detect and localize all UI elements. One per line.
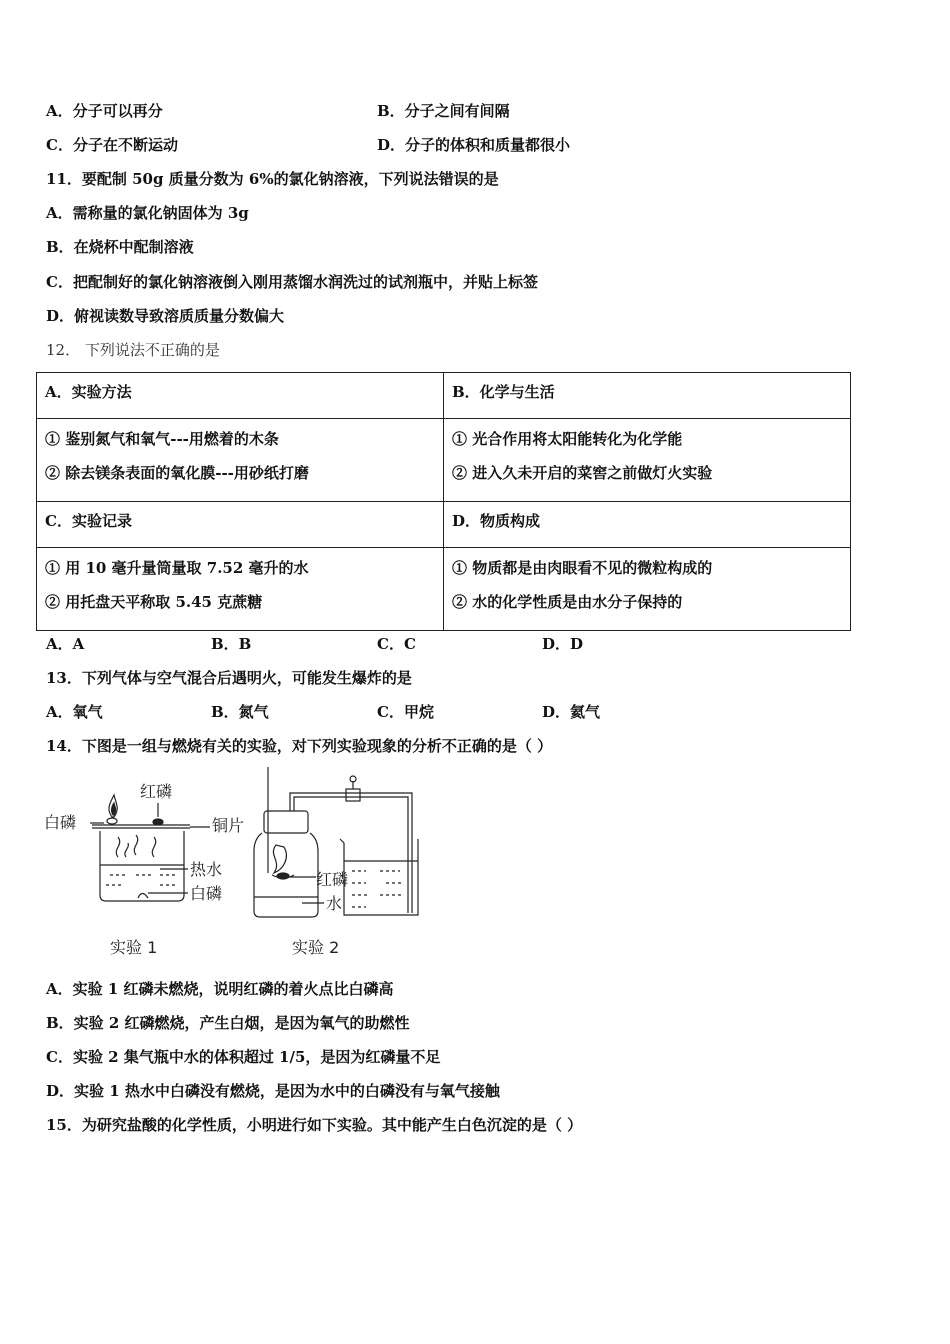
q14-option-a: A．实验 1 红磷未燃烧，说明红磷的着火点比白磷高 bbox=[46, 980, 394, 998]
q12-c-item2: ② 用托盘天平称取 5.45 克蔗糖 bbox=[45, 593, 263, 611]
q15-stem: 15．为研究盐酸的化学性质，小明进行如下实验。其中能产生白色沉淀的是（ ） bbox=[46, 1116, 583, 1134]
white-smoke bbox=[273, 845, 286, 873]
q12-option-a: A．A bbox=[46, 635, 85, 653]
q12-c-cell bbox=[37, 548, 444, 631]
q12-b-cell bbox=[444, 419, 851, 502]
q11-stem: 11．要配制 50g 质量分数为 6%的氯化钠溶液，下列说法错误的是 bbox=[46, 170, 499, 188]
q12-d-header: D．物质构成 bbox=[444, 502, 851, 548]
label-white-phosphorus-bottom: 白磷 bbox=[190, 884, 223, 903]
red-phosphorus bbox=[153, 819, 163, 825]
label-white-phosphorus-top: 白磷 bbox=[44, 813, 77, 832]
q11-option-b: B．在烧杯中配制溶液 bbox=[46, 238, 194, 256]
white-phosphorus-burning bbox=[107, 818, 117, 824]
label-hot-water: 热水 bbox=[190, 860, 223, 879]
beaker-2 bbox=[340, 839, 418, 915]
q12-a-header: A．实验方法 bbox=[37, 373, 444, 419]
q12-b-item2: ② 进入久未开启的菜窖之前做灯火实验 bbox=[452, 464, 713, 482]
white-phosphorus-underwater bbox=[138, 894, 148, 899]
q12-a-item1: ① 鉴别氮气和氧气---用燃着的木条 bbox=[45, 430, 279, 448]
q14-option-d: D．实验 1 热水中白磷没有燃烧，是因为水中的白磷没有与氧气接触 bbox=[46, 1082, 500, 1100]
q12-b-header: B．化学与生活 bbox=[444, 373, 851, 419]
q11-option-c: C．把配制好的氯化钠溶液倒入刚用蒸馏水润洗过的试剂瓶中，并贴上标签 bbox=[46, 273, 538, 291]
stopper bbox=[264, 811, 308, 833]
clamp bbox=[346, 789, 360, 801]
q13-stem: 13．下列气体与空气混合后遇明火，可能发生爆炸的是 bbox=[46, 669, 412, 687]
caption-experiment-2: 实验 2 bbox=[292, 938, 340, 957]
q12-d-cell bbox=[444, 548, 851, 631]
q12-b-item1: ① 光合作用将太阳能转化为化学能 bbox=[452, 430, 683, 448]
q13-option-a: A．氧气 bbox=[46, 703, 103, 721]
label-red-phosphorus-2: 红磷 bbox=[316, 870, 349, 889]
red-phosphorus-2 bbox=[277, 873, 289, 879]
q12-stem: 12． 下列说法不正确的是 bbox=[46, 341, 220, 359]
q13-option-b: B．氮气 bbox=[211, 703, 269, 721]
label-copper-plate: 铜片 bbox=[212, 816, 245, 835]
q12-option-b: B．B bbox=[211, 635, 252, 653]
q10-option-b: B．分子之间有间隔 bbox=[377, 102, 510, 120]
beaker-1 bbox=[100, 831, 184, 901]
q10-option-d: D．分子的体积和质量都很小 bbox=[377, 136, 571, 154]
q12-option-d: D．D bbox=[542, 635, 584, 653]
label-red-phosphorus: 红磷 bbox=[140, 782, 173, 801]
caption-experiment-1: 实验 1 bbox=[110, 938, 158, 957]
q13-option-d: D．氦气 bbox=[542, 703, 601, 721]
q12-c-item1: ① 用 10 毫升量筒量取 7.52 毫升的水 bbox=[45, 559, 309, 577]
q14-option-c: C．实验 2 集气瓶中水的体积超过 1/5，是因为红磷量不足 bbox=[46, 1048, 441, 1066]
q14-figure bbox=[40, 765, 440, 965]
q12-table bbox=[36, 372, 851, 631]
label-water-2: 水 bbox=[326, 894, 343, 913]
q12-d-item2: ② 水的化学性质是由水分子保持的 bbox=[452, 593, 683, 611]
q10-option-a: A．分子可以再分 bbox=[46, 102, 163, 120]
q10-option-c: C．分子在不断运动 bbox=[46, 136, 178, 154]
q12-a-cell bbox=[37, 419, 444, 502]
q14-option-b: B．实验 2 红磷燃烧，产生白烟，是因为氧气的助燃性 bbox=[46, 1014, 410, 1032]
q14-stem: 14．下图是一组与燃烧有关的实验，对下列实验现象的分析不正确的是（ ） bbox=[46, 737, 553, 755]
q12-a-item2: ② 除去镁条表面的氧化膜---用砂纸打磨 bbox=[45, 464, 309, 482]
q11-option-a: A．需称量的氯化钠固体为 3g bbox=[46, 204, 249, 222]
q11-option-d: D．俯视读数导致溶质质量分数偏大 bbox=[46, 307, 285, 325]
q13-option-c: C．甲烷 bbox=[377, 703, 434, 721]
q12-option-c: C．C bbox=[377, 635, 416, 653]
q12-d-item1: ① 物质都是由肉眼看不见的微粒构成的 bbox=[452, 559, 713, 577]
q12-c-header: C．实验记录 bbox=[37, 502, 444, 548]
